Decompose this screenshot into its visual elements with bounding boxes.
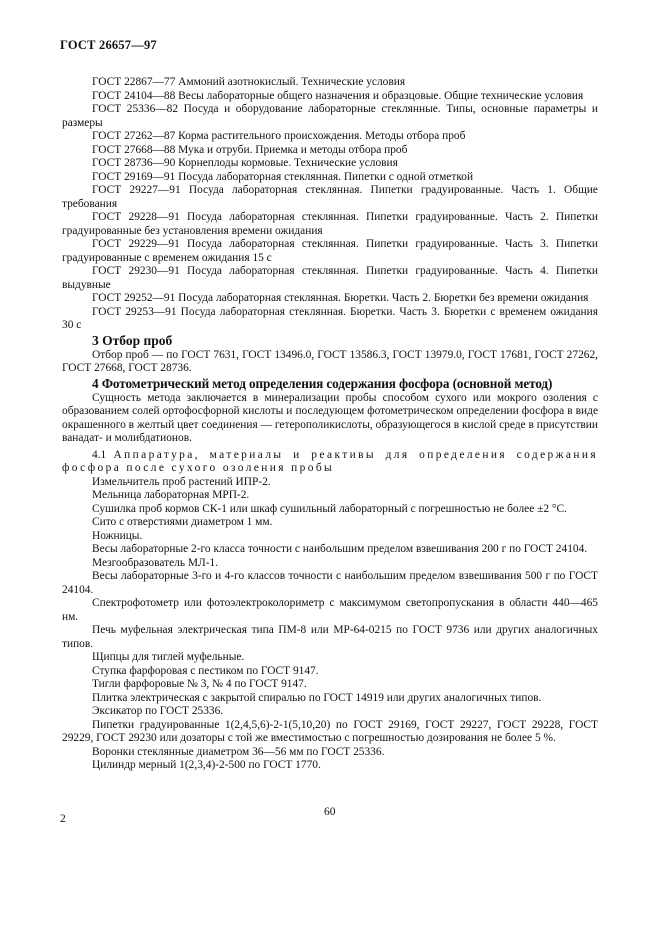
equipment-item: Тигли фарфоровые № 3, № 4 по ГОСТ 9147. <box>92 678 307 690</box>
equipment-item: Сушилка проб кормов СК-1 или шкаф сушильный лабораторный с погрешностью не более ±2 °С. <box>92 502 567 515</box>
reference-item: ГОСТ 27668—88 Мука и отруби. Приемка и методы отбора проб <box>92 143 408 156</box>
reference-item: ГОСТ 29253—91 Посуда лабораторная стеклянная. Бюретки. Часть 3. Бюретки с временем ожидания 30 с <box>62 305 598 331</box>
reference-item: ГОСТ 28736—90 Корнеплоды кормовые. Технические условия <box>92 157 398 169</box>
reference-item: ГОСТ 25336—82 Посуда и оборудование лабораторные стеклянные. Типы, основные параметры и размеры <box>62 103 598 129</box>
equipment-item: Ножницы. <box>92 529 143 542</box>
reference-item: ГОСТ 29169—91 Посуда лабораторная стеклянная. Пипетки с одной отметкой <box>92 170 474 183</box>
reference-item: ГОСТ 24104—88 Весы лабораторные общего назначения и образцовые. Общие технические условия <box>92 89 584 102</box>
page-number-center: 60 <box>324 806 336 818</box>
equipment-item: Измельчитель проб растений ИПР-2. <box>92 475 271 488</box>
reference-item: ГОСТ 29228—91 Посуда лабораторная стеклянная. Пипетки градуированные. Часть 2. Пипетки градуированные без установления времени ожидания <box>62 211 598 237</box>
page-number-left: 2 <box>60 813 66 825</box>
subsection-4-1 <box>62 449 598 476</box>
equipment-item: Печь муфельная электрическая типа ПМ-8 или МР-64-0215 по ГОСТ 9736 или других аналогичных типов. <box>62 624 598 650</box>
reference-list <box>62 76 598 333</box>
equipment-item: Весы лабораторные 2-го класса точности с наибольшим пределом взвешивания 200 г по ГОСТ 24104. <box>92 543 588 555</box>
section-4-heading: 4 Фотометрический метод определения содержания фосфора (основной метод) <box>92 375 553 391</box>
reference-item: ГОСТ 29227—91 Посуда лабораторная стеклянная. Пипетки градуированные. Часть 1. Общие требования <box>62 184 598 210</box>
section-3-text: Отбор проб — по ГОСТ 7631, ГОСТ 13496.0, ГОСТ 13586.3, ГОСТ 13979.0, ГОСТ 17681, ГОСТ 27262, ГОСТ 27668, ГОСТ 28736. <box>62 348 598 374</box>
reference-item: ГОСТ 29230—91 Посуда лабораторная стеклянная. Пипетки градуированные. Часть 4. Пипетки выдувные <box>62 265 598 291</box>
subsection-title: Аппаратура, материалы и реактивы для определения содержания фосфора после сухого озоления пробы <box>62 448 598 474</box>
equipment-item: Мезгообразователь МЛ-1. <box>92 556 219 569</box>
reference-item: ГОСТ 29252—91 Посуда лабораторная стеклянная. Бюретки. Часть 2. Бюретки без времени ожидания <box>92 292 589 304</box>
equipment-item: Спектрофотометр или фотоэлектроколориметр с максимумом светопропускания в области 440—465 нм. <box>62 597 598 623</box>
equipment-item: Щипцы для тиглей муфельные. <box>92 651 245 663</box>
equipment-item: Цилиндр мерный 1(2,3,4)-2-500 по ГОСТ 1770. <box>92 759 321 771</box>
equipment-item: Сито с отверстиями диаметром 1 мм. <box>92 516 273 528</box>
equipment-item: Плитка электрическая с закрытой спиралью по ГОСТ 14919 или других аналогичных типов. <box>92 691 542 704</box>
section-4-intro: Сущность метода заключается в минерализации пробы способом сухого или мокрого озоления с образованием солей ортофосфорной кислоты и последующем фотометрическом определении фосфора в виде окрашенного в желтый цвет соединения — гетерополикислоты, образующегося в кислой среде в присутствии ванадат- и молибдатионов. <box>62 391 598 444</box>
equipment-list <box>62 476 598 773</box>
equipment-item: Эксикатор по ГОСТ 25336. <box>92 705 224 717</box>
document-body <box>62 76 598 773</box>
document-header: ГОСТ 26657—97 <box>60 38 157 52</box>
section-3-heading: 3 Отбор проб <box>92 332 173 348</box>
equipment-item: Пипетки градуированные 1(2,4,5,6)-2-1(5,10,20) по ГОСТ 29169, ГОСТ 29227, ГОСТ 29228, ГОСТ 29229, ГОСТ 29230 или дозаторы с той же вместимостью с погрешностью дозирования не более 5 %. <box>62 718 598 744</box>
equipment-item: Мельница лабораторная МРП-2. <box>92 489 250 501</box>
equipment-item: Ступка фарфоровая с пестиком по ГОСТ 9147. <box>92 664 319 677</box>
equipment-item: Воронки стеклянные диаметром 36—56 мм по ГОСТ 25336. <box>92 745 385 758</box>
reference-item: ГОСТ 27262—87 Корма растительного происхождения. Методы отбора проб <box>92 130 466 142</box>
reference-item: ГОСТ 29229—91 Посуда лабораторная стеклянная. Пипетки градуированные. Часть 3. Пипетки градуированные с временем ожидания 15 с <box>62 238 598 264</box>
equipment-item: Весы лабораторные 3-го и 4-го классов точности с наибольшим пределом взвешивания 500 г по ГОСТ 24104. <box>62 570 598 596</box>
reference-item: ГОСТ 22867—77 Аммоний азотнокислый. Технические условия <box>92 76 406 88</box>
subsection-number: 4.1 <box>92 448 107 461</box>
